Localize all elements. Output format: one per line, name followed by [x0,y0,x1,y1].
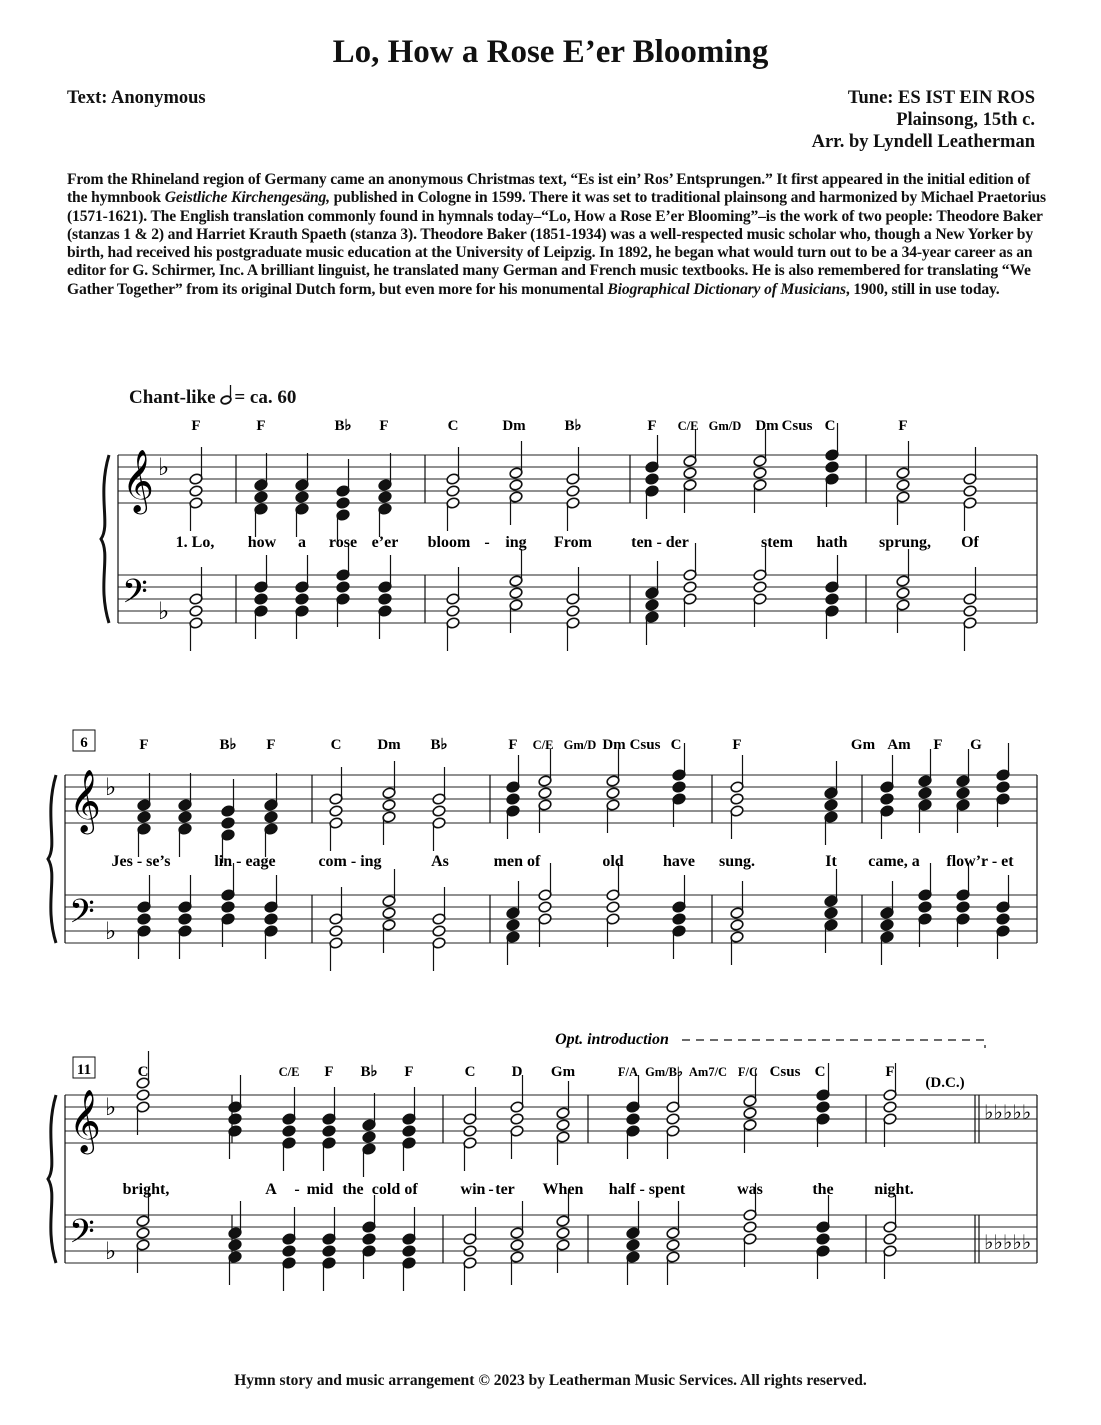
notehead [362,1131,376,1144]
key-signature-flat-icon: ♭ [105,1237,117,1265]
lyric-syllable: win [460,1181,486,1198]
chord-symbol: G [970,737,982,753]
lyric-syllable: rose [328,534,358,551]
lyric-syllable: of [404,1181,418,1198]
notehead [282,1125,296,1138]
chord-symbol: Dm [502,418,526,434]
bass-clef-icon: 𝄢 [69,893,95,939]
notehead [336,581,350,594]
notehead [254,491,268,504]
book-title: Geistliche Kirchengesäng, [164,189,330,207]
tempo-value: = ca. 60 [234,387,297,408]
lyric-syllable: ten - der [631,534,689,551]
slash-chord-symbol: Gm/D [708,419,742,433]
notehead [189,485,203,498]
chord-symbol: B♭ [219,737,237,753]
notehead [382,907,396,920]
lyric-syllable: night. [874,1181,914,1198]
lyric-syllable: old [602,853,624,870]
key-signature-flat-icon: ♭ [105,1093,117,1121]
notehead [264,913,278,926]
lyric-syllable: flow’r - et [946,853,1014,870]
lyric-syllable: It [825,853,837,870]
chord-symbol: F [508,737,518,753]
notehead [730,919,744,932]
notehead [228,1113,242,1126]
key-change-flats-icon: ♭♭♭♭♭ [984,1230,1032,1254]
notehead [816,1233,830,1246]
lyric-syllable: the [812,1181,834,1198]
chord-symbol: B♭ [334,418,352,434]
notehead [322,1245,336,1258]
notehead [509,479,523,492]
chord-symbol: F [324,1064,334,1080]
lyric-syllable: bloom [427,534,471,551]
slash-chord-symbol: F/C [737,1065,759,1079]
chord-symbol: F [898,418,908,434]
treble-clef-icon: 𝄞 [69,1089,101,1152]
lyric-syllable: have [663,853,695,870]
notehead [883,1101,897,1114]
notehead [730,793,744,806]
tune-source: Plainsong, 15th c. [896,110,1035,130]
introduction-bracket [682,1040,985,1048]
lyric-syllable: Of [961,534,979,551]
chord-symbol: Csus [769,1064,801,1080]
key-signature-flat-icon: ♭ [158,453,170,481]
lyric-syllable: a [298,534,306,551]
notehead [825,593,839,606]
notehead [402,1245,416,1258]
notehead [506,919,520,932]
notehead [329,805,343,818]
notehead [956,787,970,800]
lyric-syllable: 1. Lo, [175,534,215,551]
notehead [683,467,697,480]
lyric-syllable: half - spent [608,1181,686,1198]
story-text: published in Cologne in 1599. There it was set to traditional plainsong and harmonized by Michael Praetorius (1571-1621). The English translation commonly found in hymnals today–“Lo, How a Rose E’er Blooming”–is the work of two people: Theodore Baker (stanzas 1 & 2) and Harriet Krauth Spaeth (stanza 3). Theodore Baker (1851-1934) was a well-respected music scholar who, though a New Yorker by birth, had received his postgraduate music education at the University of Leipzig. In 1892, he began what would turn out to be a 34-year career as an editor for G. Schirmer, Inc. A brilliant linguist, he translated many German and French music textbooks. He is also remembered for translating “We Gather Together” from its original Dutch form, but even more for his monumental [67,189,1046,298]
system-2 [48,730,1037,971]
notehead [996,781,1010,794]
notehead [666,1239,680,1252]
bass-clef-icon: 𝄢 [122,573,148,619]
story-text: , 1900, still in use today. [845,280,1000,298]
notehead [446,605,460,618]
notehead [606,901,620,914]
chord-symbol: F [885,1064,895,1080]
notehead [743,1221,757,1234]
chord-symbol: Gm [550,1064,576,1080]
notehead [137,811,151,824]
key-signature-flat-icon: ♭ [105,917,117,945]
notehead [918,787,932,800]
tempo-text: Chant-like [129,387,216,408]
system-brace [101,455,109,623]
chord-symbol: F [139,737,149,753]
notehead [463,1245,477,1258]
lyric-syllable: ter [495,1181,515,1198]
lyric-syllable: stem [761,534,793,551]
lyric-syllable: came, a [868,853,920,870]
lyric-syllable: - [488,1181,494,1198]
chord-symbol: Dm [755,418,779,434]
chord-symbol: F [404,1064,414,1080]
lyric-syllable: com - ing [318,853,382,870]
notehead [136,1227,150,1240]
slash-chord-symbol: C/E [677,419,699,433]
notehead [672,913,686,926]
lyric-syllable: A [265,1181,277,1198]
notehead [221,817,235,830]
lyric-syllable: ing [505,534,527,551]
lyric-syllable: sung. [718,853,756,870]
chord-symbol: F [647,418,657,434]
notehead [683,581,697,594]
chord-symbol: C [137,1064,149,1080]
opt-introduction-label: Opt. introduction [555,1031,669,1048]
notehead [189,605,203,618]
chord-symbol: C [330,737,342,753]
notehead [556,1227,570,1240]
slash-chord-symbol: Gm/B♭ [645,1065,683,1079]
text-credit: Text: Anonymous [67,88,206,108]
treble-clef-icon: 𝄞 [69,769,101,832]
notehead [402,1125,416,1138]
key-change-flats-icon: ♭♭♭♭♭ [984,1100,1032,1124]
chord-symbol: B♭ [360,1064,378,1080]
notehead [463,1125,477,1138]
notehead [382,799,396,812]
notehead [136,1089,150,1102]
chord-symbol: F [933,737,943,753]
notehead [221,901,235,914]
notehead [509,587,523,600]
notehead [956,901,970,914]
notehead [432,925,446,938]
measure-number: 6 [80,735,88,751]
slash-chord-symbol: Gm/D [563,738,597,752]
notehead [322,1125,336,1138]
notehead [963,605,977,618]
notehead [566,605,580,618]
lyric-syllable: sprung, [878,534,932,551]
chord-symbol: C [464,1064,476,1080]
story-text: From the Rhineland region of Germany came an anonymous Christmas text, “Es ist ein’ Ros’ Entsprungen.” It first appeared in the initial edition of the hymnbook [67,171,1030,207]
notehead [880,919,894,932]
notehead [566,485,580,498]
notehead [963,485,977,498]
chord-symbol: C [814,1064,826,1080]
notehead [538,787,552,800]
lyric-syllable: When [542,1181,584,1198]
notehead [362,1233,376,1246]
lyric-syllable: bright, [122,1181,170,1198]
slash-chord-symbol: C/E [278,1065,300,1079]
dictionary-title: Biographical Dictionary of Musicians [607,280,846,298]
chord-symbol: F [266,737,276,753]
lyric-syllable: - [294,1181,300,1198]
lyric-syllable: - [484,534,490,551]
notehead [753,467,767,480]
notehead [178,913,192,926]
da-capo-mark: (D.C.) [925,1075,965,1091]
bass-clef-icon: 𝄢 [69,1213,95,1259]
notehead [880,793,894,806]
notehead [606,787,620,800]
slash-chord-symbol: C/E [532,738,554,752]
lyric-syllable: cold [371,1181,401,1198]
notehead [446,485,460,498]
chord-symbol: F [191,418,201,434]
notehead [295,491,309,504]
chord-symbol: Dm [602,737,626,753]
notehead [556,1119,570,1132]
system-brace [48,775,56,943]
chord-symbol: Csus [781,418,813,434]
lyric-syllable: was [737,1181,763,1198]
lyric-syllable: From [554,534,592,551]
notehead [996,913,1010,926]
notehead [295,593,309,606]
notehead [666,1113,680,1126]
notehead [918,901,932,914]
notehead [432,805,446,818]
chord-symbol: Am [887,737,911,753]
notehead [816,1101,830,1114]
notehead [645,599,659,612]
notehead [896,479,910,492]
lyric-syllable: hath [816,534,848,551]
notehead [825,461,839,474]
measure-number: 11 [76,1062,92,1078]
notehead [378,491,392,504]
notehead [378,593,392,606]
system-brace [48,1095,56,1263]
notehead [645,473,659,486]
notehead [336,497,350,510]
slash-chord-symbol: F/A [617,1065,639,1079]
notehead [743,1107,757,1120]
notehead [506,793,520,806]
chord-symbol: Csus [629,737,661,753]
lyric-syllable: the [342,1181,364,1198]
lyric-syllable: how [247,534,277,551]
hymn-title: Lo, How a Rose E’er Blooming [332,34,769,70]
notehead [824,799,838,812]
notehead [282,1245,296,1258]
key-signature-flat-icon: ♭ [158,597,170,625]
notehead [510,1113,524,1126]
notehead [626,1239,640,1252]
notehead [178,811,192,824]
notehead [510,1239,524,1252]
arranger: Arr. by Lyndell Leatherman [811,132,1035,152]
notehead [626,1113,640,1126]
notehead [753,581,767,594]
notehead [672,781,686,794]
copyright-footer: Hymn story and music arrangement © 2023 by Leatherman Music Services. All rights reserved. [234,1372,867,1389]
key-signature-flat-icon: ♭ [105,773,117,801]
chord-symbol: D [511,1064,523,1080]
notehead [538,901,552,914]
notehead [254,593,268,606]
lyric-syllable: e’er [371,534,399,551]
chord-symbol: Dm [377,737,401,753]
chord-symbol: F [256,418,266,434]
notehead [137,913,151,926]
chord-symbol: C [670,737,682,753]
notehead [824,907,838,920]
chord-symbol: B♭ [564,418,582,434]
lyric-syllable: mid [306,1181,334,1198]
chord-symbol: F [379,418,389,434]
notehead [883,1233,897,1246]
notehead [896,587,910,600]
chord-symbol: B♭ [430,737,448,753]
lyric-syllable: lin - eage [214,853,276,870]
slash-chord-symbol: Am7/C [688,1065,728,1079]
lyric-syllable: As [431,853,449,870]
chord-symbol: Gm [850,737,876,753]
lyric-syllable: men of [493,853,541,870]
treble-clef-icon: 𝄞 [122,449,154,512]
chord-symbol: F [732,737,742,753]
notehead [228,1239,242,1252]
chord-symbol: C [824,418,836,434]
notehead [329,925,343,938]
notehead [264,811,278,824]
tune-name: Tune: ES IST EIN ROS [847,88,1035,108]
lyric-syllable: Jes - se’s [111,853,171,870]
chord-symbol: C [447,418,459,434]
